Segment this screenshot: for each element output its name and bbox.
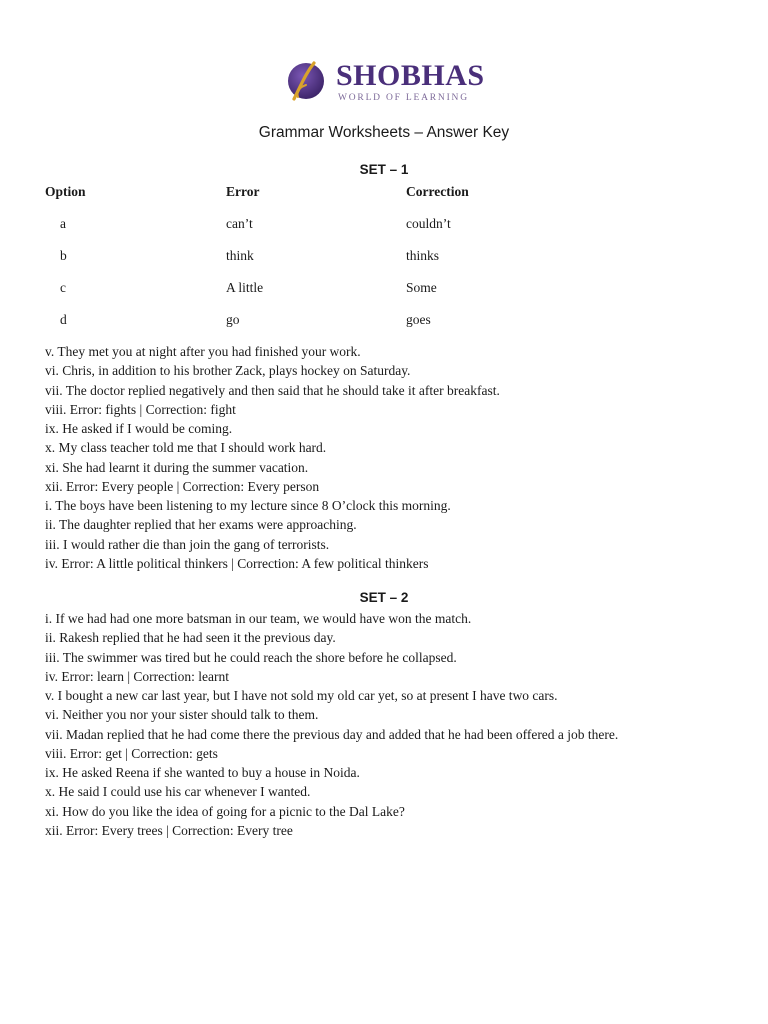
answer-line: v. I bought a new car last year, but I have not sold my old car yet, so at present I have two cars. xyxy=(45,688,558,703)
answer-line: x. He said I could use his car whenever I wanted. xyxy=(45,784,311,800)
answer-line: iv. Error: learn | Correction: learnt xyxy=(45,668,230,684)
table-row xyxy=(45,312,705,344)
answer-line: x. My class teacher told me that I should work hard. xyxy=(45,440,327,456)
table-row xyxy=(45,216,705,248)
answer-line: ii. The daughter replied that her exams were approaching. xyxy=(45,517,357,533)
set2-answer-list xyxy=(45,609,745,840)
set2-heading: SET – 2 xyxy=(359,590,409,605)
answer-line: xii. Error: Every trees | Correction: Every tree xyxy=(45,822,293,838)
document-title: Grammar Worksheets – Answer Key xyxy=(258,124,510,141)
answer-line: xi. How do you like the idea of going for a picnic to the Dal Lake? xyxy=(45,803,405,819)
table-row xyxy=(45,280,705,312)
table-cell-error: A little xyxy=(226,280,264,295)
answer-line: i. If we had had one more batsman in our team, we would have won the match. xyxy=(45,611,472,626)
table-cell-error: can’t xyxy=(226,216,253,231)
answer-line: ix. He asked if I would be coming. xyxy=(45,421,233,436)
shobhas-emblem-icon xyxy=(284,59,328,103)
table-cell-option: c xyxy=(60,280,66,295)
table-cell-correction: goes xyxy=(406,312,431,327)
answer-line: vi. Chris, in addition to his brother Zack, plays hockey on Saturday. xyxy=(45,363,411,379)
table-cell-correction: thinks xyxy=(406,248,440,263)
answer-line: viii. Error: fights | Correction: fight xyxy=(45,401,236,417)
logo-tagline: WORLD OF LEARNING xyxy=(338,93,469,103)
table-header-row xyxy=(45,184,705,216)
answer-line: vii. The doctor replied negatively and then said that he should take it after breakfast. xyxy=(45,382,500,398)
shobhas-logo xyxy=(284,53,484,109)
answer-line: v. They met you at night after you had finished your work. xyxy=(45,344,361,359)
answer-line: xii. Error: Every people | Correction: Every person xyxy=(45,478,320,494)
table-cell-option: d xyxy=(60,312,67,327)
table-cell-correction: couldn’t xyxy=(406,216,451,231)
answer-line: iii. I would rather die than join the gang of terrorists. xyxy=(45,536,330,552)
table-cell-option: b xyxy=(60,248,67,263)
answer-table xyxy=(45,184,705,344)
answer-line: xi. She had learnt it during the summer vacation. xyxy=(45,459,309,475)
set1-answer-list xyxy=(45,342,745,573)
answer-line: iii. The swimmer was tired but he could reach the shore before he collapsed. xyxy=(45,649,457,665)
table-cell-option: a xyxy=(60,216,66,231)
table-cell-error: go xyxy=(226,312,240,327)
answer-line: vi. Neither you nor your sister should talk to them. xyxy=(45,707,319,723)
answer-line: ix. He asked Reena if she wanted to buy a house in Noida. xyxy=(45,765,360,780)
set1-heading: SET – 1 xyxy=(359,162,409,177)
table-header-correction: Correction xyxy=(406,184,469,199)
answer-line: iv. Error: A little political thinkers | Correction: A few political thinkers xyxy=(45,555,429,571)
answer-line: i. The boys have been listening to my lecture since 8 O’clock this morning. xyxy=(45,498,451,513)
answer-line: viii. Error: get | Correction: gets xyxy=(45,745,218,761)
table-header-error: Error xyxy=(226,184,260,199)
answer-line: ii. Rakesh replied that he had seen it the previous day. xyxy=(45,630,336,646)
answer-line: vii. Madan replied that he had come there the previous day and added that he had been offered a job there. xyxy=(45,726,619,742)
table-cell-error: think xyxy=(226,248,254,263)
table-cell-correction: Some xyxy=(406,280,437,295)
table-row xyxy=(45,248,705,280)
table-header-option: Option xyxy=(45,184,86,199)
logo-brand-text: SHOBHAS xyxy=(336,59,485,92)
